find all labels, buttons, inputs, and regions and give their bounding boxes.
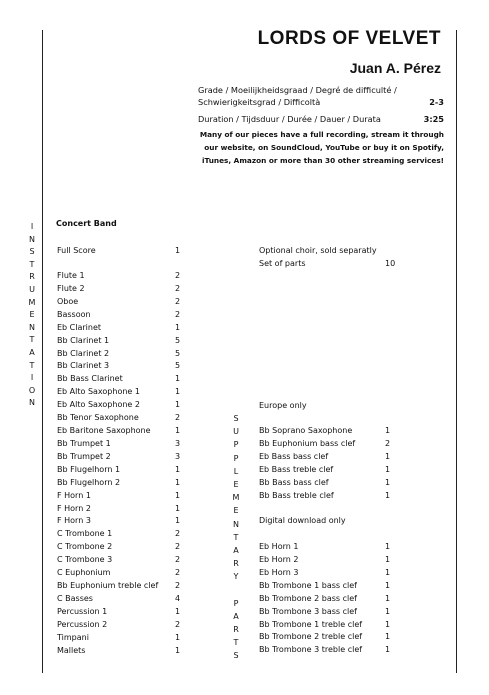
- left-divider-line: [42, 30, 43, 673]
- set-of-parts-count: 10: [385, 259, 396, 268]
- digital-only-note: Digital download only: [259, 516, 346, 525]
- vertical-title-letter: S: [233, 414, 239, 423]
- europe-part-count: 1: [385, 477, 391, 487]
- vertical-title-letter: T: [29, 335, 35, 345]
- vertical-title-letter: U: [29, 284, 35, 294]
- instrument-count: 2: [175, 581, 181, 591]
- vertical-title-letter: S: [29, 247, 35, 257]
- instrument-count: 2: [175, 568, 181, 578]
- vertical-title-letter: P: [233, 453, 239, 463]
- digital-part-name: Bb Trombone 2 treble clef: [259, 632, 363, 642]
- instrument-name: Bb Clarinet 1: [57, 335, 110, 345]
- grade-label-line2: Schwierigkeitsgrad / Difficoltà: [198, 97, 321, 107]
- europe-only-note: Europe only: [259, 401, 307, 410]
- instrument-count: 3: [175, 438, 181, 448]
- instrument-name: F Horn 2: [57, 503, 91, 513]
- digital-part-name: Bb Trombone 1 bass clef: [259, 580, 357, 590]
- optional-choir-note: Optional choir, sold separatly: [259, 246, 377, 255]
- instrument-count: 1: [175, 400, 181, 410]
- vertical-title-letter: [230, 583, 242, 596]
- vertical-title-letter: M: [28, 297, 36, 307]
- supplementary-parts-vertical-title: [230, 412, 242, 663]
- vertical-title-letter: Y: [233, 572, 239, 582]
- vertical-title-letter: R: [233, 559, 239, 569]
- vertical-title-letter: N: [29, 398, 35, 408]
- instrument-name: Bb Trumpet 2: [57, 451, 111, 461]
- instrument-count: 1: [175, 490, 181, 500]
- instrument-name: Bb Clarinet 2: [57, 348, 110, 358]
- instrument-name: Bb Clarinet 3: [57, 361, 110, 371]
- vertical-title-letter: A: [233, 545, 239, 555]
- instrument-count: 2: [175, 555, 181, 565]
- europe-part-name: Eb Bass treble clef: [259, 464, 334, 474]
- instrument-count: 2: [175, 296, 181, 306]
- instrument-name: C Euphonium: [57, 568, 111, 578]
- instrument-count: 1: [175, 426, 181, 436]
- instrument-name: Flute 2: [57, 283, 85, 293]
- instrument-count: 1: [175, 516, 181, 526]
- instrument-name: Bb Bass Clarinet: [57, 374, 123, 384]
- digital-part-count: 1: [385, 606, 391, 616]
- vertical-title-letter: P: [233, 598, 239, 608]
- europe-part-name: Eb Bass bass clef: [259, 451, 329, 461]
- vertical-title-letter: O: [28, 385, 36, 395]
- duration-block: [198, 113, 444, 125]
- digital-part-count: 1: [385, 554, 391, 564]
- vertical-title-letter: S: [233, 651, 239, 661]
- streaming-info: [198, 128, 444, 167]
- instrument-count: 1: [175, 503, 181, 513]
- digital-part-count: 1: [385, 593, 391, 603]
- vertical-title-letter: E: [233, 506, 239, 516]
- instrument-count: 1: [175, 246, 181, 255]
- vertical-title-letter: L: [233, 466, 239, 476]
- europe-part-name: Bb Soprano Saxophone: [259, 426, 353, 435]
- europe-part-count: 1: [385, 451, 391, 461]
- digital-part-name: Bb Trombone 3 bass clef: [259, 606, 357, 616]
- instrument-name: Eb Clarinet: [57, 322, 102, 332]
- instrument-count: 1: [175, 632, 181, 642]
- vertical-title-letter: E: [29, 310, 35, 320]
- composer-name: Juan A. Pérez: [349, 60, 441, 76]
- vertical-title-letter: N: [233, 519, 239, 529]
- vertical-title-letter: R: [233, 625, 239, 634]
- grade-label-line1: Grade / Moeilijkheidsgraad / Degré de difficulté /: [198, 85, 397, 95]
- instrument-count: 2: [175, 529, 181, 539]
- instrument-name: F Horn 3: [57, 516, 91, 526]
- europe-part-count: 1: [385, 426, 391, 435]
- digital-part-count: 1: [385, 632, 391, 642]
- instrument-count: 1: [175, 477, 181, 487]
- vertical-title-letter: M: [232, 493, 240, 503]
- digital-part-count: 1: [385, 619, 391, 629]
- digital-part-name: Eb Horn 2: [259, 554, 299, 564]
- instrument-name: Oboe: [57, 296, 79, 306]
- europe-part-name: Bb Euphonium bass clef: [259, 438, 356, 448]
- info-line-2: our website, on SoundCloud, YouTube or buy it on Spotify,: [204, 143, 444, 152]
- vertical-title-letter: P: [233, 440, 239, 450]
- vertical-title-letter: I: [30, 373, 34, 383]
- vertical-title-letter: R: [29, 272, 35, 282]
- instrument-count: 1: [175, 374, 181, 384]
- duration-value: 3:25: [423, 114, 444, 124]
- digital-part-count: 1: [385, 645, 391, 655]
- instrument-count: 2: [175, 309, 181, 319]
- info-line-3: iTunes, Amazon or more than 30 other streaming services!: [202, 156, 444, 165]
- instrument-name: Percussion 2: [57, 619, 108, 629]
- instrument-count: 1: [175, 645, 181, 655]
- band-heading: Concert Band: [56, 219, 117, 228]
- digital-part-name: Bb Trombone 3 treble clef: [259, 645, 363, 655]
- digital-part-name: Bb Trombone 1 treble clef: [259, 619, 363, 629]
- instrument-count: 1: [175, 387, 181, 397]
- vertical-title-letter: T: [29, 360, 35, 370]
- europe-part-name: Bb Bass treble clef: [259, 490, 334, 500]
- vertical-title-letter: E: [233, 479, 239, 489]
- instrument-count: 2: [175, 271, 181, 280]
- vertical-title-letter: T: [29, 259, 35, 269]
- instrument-count: 5: [175, 335, 181, 345]
- vertical-title-letter: N: [29, 322, 35, 332]
- instrument-name: C Trombone 2: [57, 542, 113, 552]
- instrument-name: Bb Flugelhorn 1: [57, 464, 121, 474]
- digital-part-name: Eb Horn 1: [259, 542, 299, 551]
- instrument-count: 5: [175, 348, 181, 358]
- europe-part-name: Bb Bass bass clef: [259, 477, 329, 487]
- instrument-name: F Horn 1: [57, 490, 91, 500]
- instrument-name: Timpani: [57, 632, 89, 642]
- vertical-title-letter: T: [233, 638, 239, 648]
- piece-title: LORDS OF VELVET: [257, 28, 441, 49]
- instrument-count: 2: [175, 542, 181, 552]
- europe-part-count: 1: [385, 464, 391, 474]
- instrument-name: Full Score: [57, 246, 96, 255]
- digital-part-name: Eb Horn 3: [259, 567, 299, 577]
- instrument-name: Bb Tenor Saxophone: [57, 413, 139, 423]
- vertical-title-letter: A: [29, 347, 35, 357]
- grade-value: 2-3: [429, 97, 444, 107]
- vertical-title-letter: A: [233, 611, 239, 621]
- europe-part-count: 1: [385, 490, 391, 500]
- instrument-name: Eb Alto Saxophone 2: [57, 400, 140, 410]
- digital-part-count: 1: [385, 580, 391, 590]
- info-line-1: Many of our pieces have a full recording, stream it through: [199, 130, 444, 139]
- digital-part-name: Bb Trombone 2 bass clef: [259, 593, 357, 603]
- vertical-title-letter: I: [30, 222, 34, 231]
- instrument-count: 2: [175, 283, 181, 293]
- instrument-name: Bassoon: [57, 309, 91, 319]
- instrument-count: 2: [175, 413, 181, 423]
- vertical-title-letter: N: [29, 234, 35, 244]
- instrumentation-vertical-title: [26, 221, 38, 410]
- instrument-name: Flute 1: [57, 271, 85, 280]
- instrument-name: Bb Euphonium treble clef: [57, 581, 159, 591]
- vertical-title-letter: T: [233, 532, 239, 542]
- instrument-count: 2: [175, 619, 181, 629]
- instrument-name: C Trombone 3: [57, 555, 113, 565]
- digital-part-count: 1: [385, 542, 391, 551]
- instrument-count: 1: [175, 464, 181, 474]
- instrument-count: 4: [175, 594, 181, 603]
- instrument-count: 5: [175, 361, 181, 371]
- instrument-name: C Trombone 1: [57, 529, 113, 539]
- instrument-name: Bb Trumpet 1: [57, 438, 111, 448]
- instrument-count: 1: [175, 322, 181, 332]
- europe-part-count: 2: [385, 438, 391, 448]
- duration-label: Duration / Tijdsduur / Durée / Dauer / Durata: [198, 114, 381, 124]
- instrument-name: Bb Flugelhorn 2: [57, 477, 121, 487]
- instrument-name: Percussion 1: [57, 606, 108, 616]
- instrument-name: Mallets: [57, 645, 86, 655]
- instrument-name: Eb Baritone Saxophone: [57, 426, 151, 436]
- right-divider-line: [456, 30, 457, 673]
- digital-part-count: 1: [385, 567, 391, 577]
- instrument-name: Eb Alto Saxophone 1: [57, 387, 140, 397]
- instrument-name: C Basses: [57, 594, 93, 603]
- grade-block: [198, 84, 444, 108]
- instrument-count: 3: [175, 451, 181, 461]
- set-of-parts-label: Set of parts: [259, 259, 306, 268]
- instrument-count: 1: [175, 606, 181, 616]
- vertical-title-letter: U: [233, 427, 239, 437]
